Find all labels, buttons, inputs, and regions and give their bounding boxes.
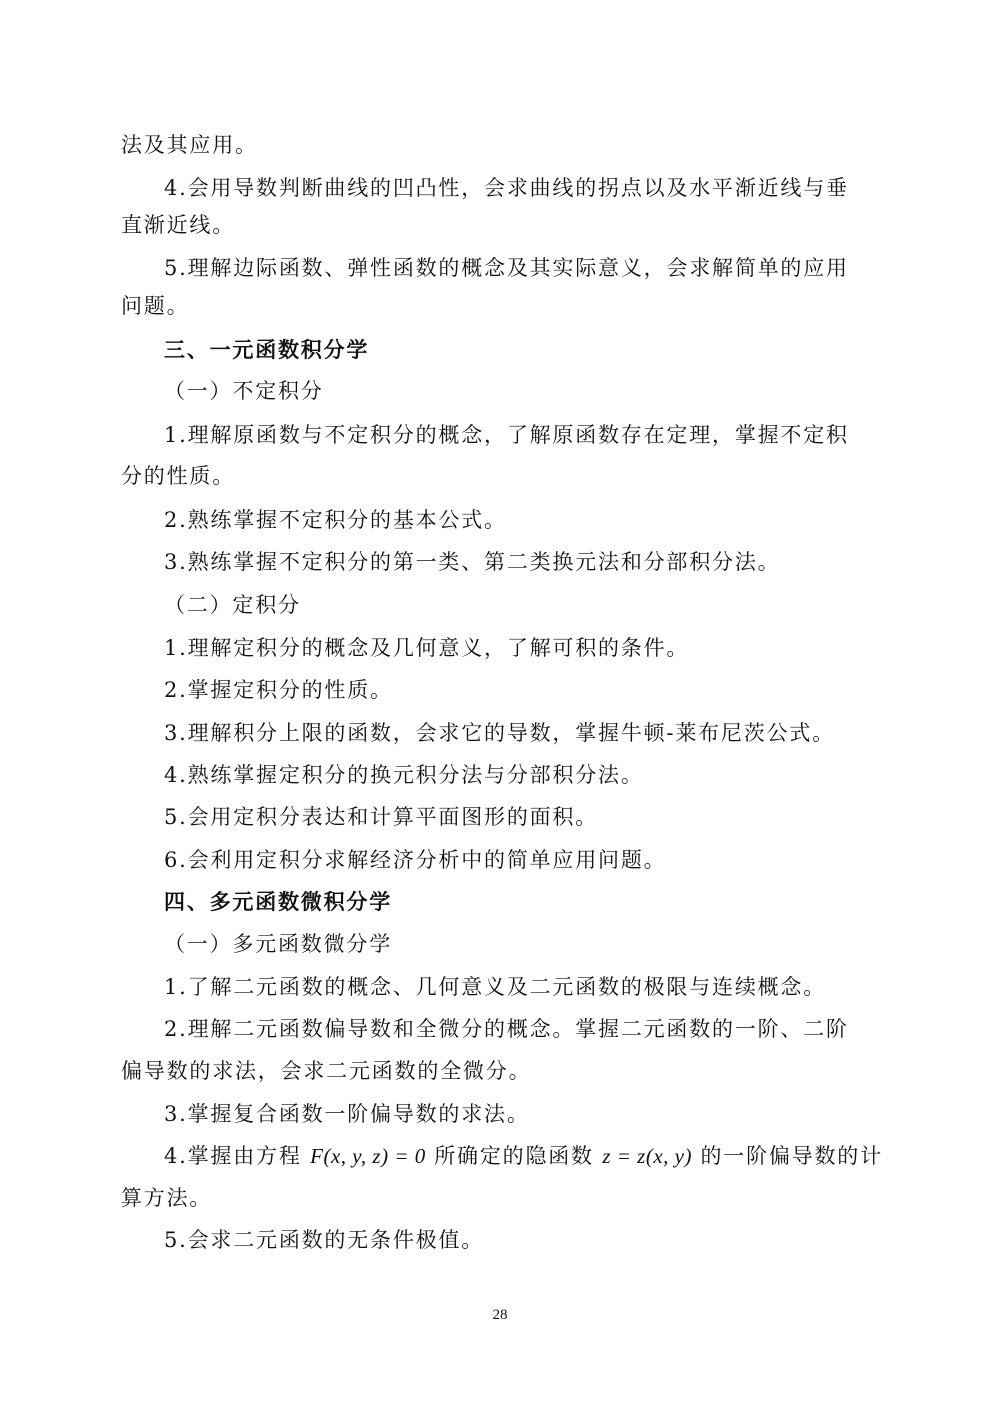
text-line: 1.了解二元函数的概念、几何意义及二元函数的极限与连续概念。 bbox=[164, 975, 827, 999]
equation: z = z(x, y) bbox=[602, 1144, 692, 1168]
text-line: 2.理解二元函数偏导数和全微分的概念。掌握二元函数的一阶、二阶 bbox=[164, 1017, 849, 1041]
text-line: 3.理解积分上限的函数，会求它的导数，掌握牛顿-莱布尼茨公式。 bbox=[164, 721, 835, 745]
subsection-heading: （一）不定积分 bbox=[164, 379, 324, 403]
text-line: 4.会用导数判断曲线的凹凸性，会求曲线的拐点以及水平渐近线与垂 bbox=[164, 176, 849, 200]
text-segment: 4.掌握由方程 bbox=[164, 1144, 302, 1168]
subsection-heading: （一）多元函数微分学 bbox=[164, 932, 392, 956]
section-heading: 三、一元函数积分学 bbox=[164, 337, 370, 362]
text-line-with-math bbox=[164, 1141, 1000, 1171]
text-line: 问题。 bbox=[121, 294, 190, 318]
text-line: 1.理解定积分的概念及几何意义，了解可积的条件。 bbox=[164, 636, 690, 660]
text-line: 3.掌握复合函数一阶偏导数的求法。 bbox=[164, 1102, 530, 1126]
text-line: 3.熟练掌握不定积分的第一类、第二类换元法和分部积分法。 bbox=[164, 550, 781, 574]
section-heading: 四、多元函数微积分学 bbox=[164, 889, 392, 914]
text-line: 2.熟练掌握不定积分的基本公式。 bbox=[164, 508, 507, 532]
subsection-heading: （二）定积分 bbox=[164, 593, 301, 617]
text-segment: 所确定的隐函数 bbox=[434, 1144, 594, 1168]
text-line: 分的性质。 bbox=[121, 464, 235, 488]
text-line: 偏导数的求法，会求二元函数的全微分。 bbox=[121, 1059, 532, 1083]
text-line: 法及其应用。 bbox=[121, 133, 258, 157]
text-line: 算方法。 bbox=[121, 1186, 213, 1210]
text-segment: 的一阶偏导数的计 bbox=[700, 1144, 883, 1168]
text-line: 直渐近线。 bbox=[121, 213, 235, 237]
text-line: 1.理解原函数与不定积分的概念，了解原函数存在定理，掌握不定积 bbox=[164, 423, 849, 447]
page-number: 28 bbox=[492, 1307, 508, 1323]
equation: F(x, y, z) = 0 bbox=[310, 1144, 426, 1168]
text-line: 5.理解边际函数、弹性函数的概念及其实际意义，会求解简单的应用 bbox=[164, 256, 849, 280]
text-line: 2.掌握定积分的性质。 bbox=[164, 678, 393, 702]
text-line: 6.会利用定积分求解经济分析中的简单应用问题。 bbox=[164, 848, 667, 872]
text-line: 4.熟练掌握定积分的换元积分法与分部积分法。 bbox=[164, 763, 644, 787]
text-line: 5.会用定积分表达和计算平面图形的面积。 bbox=[164, 805, 599, 829]
text-line: 5.会求二元函数的无条件极值。 bbox=[164, 1228, 485, 1252]
